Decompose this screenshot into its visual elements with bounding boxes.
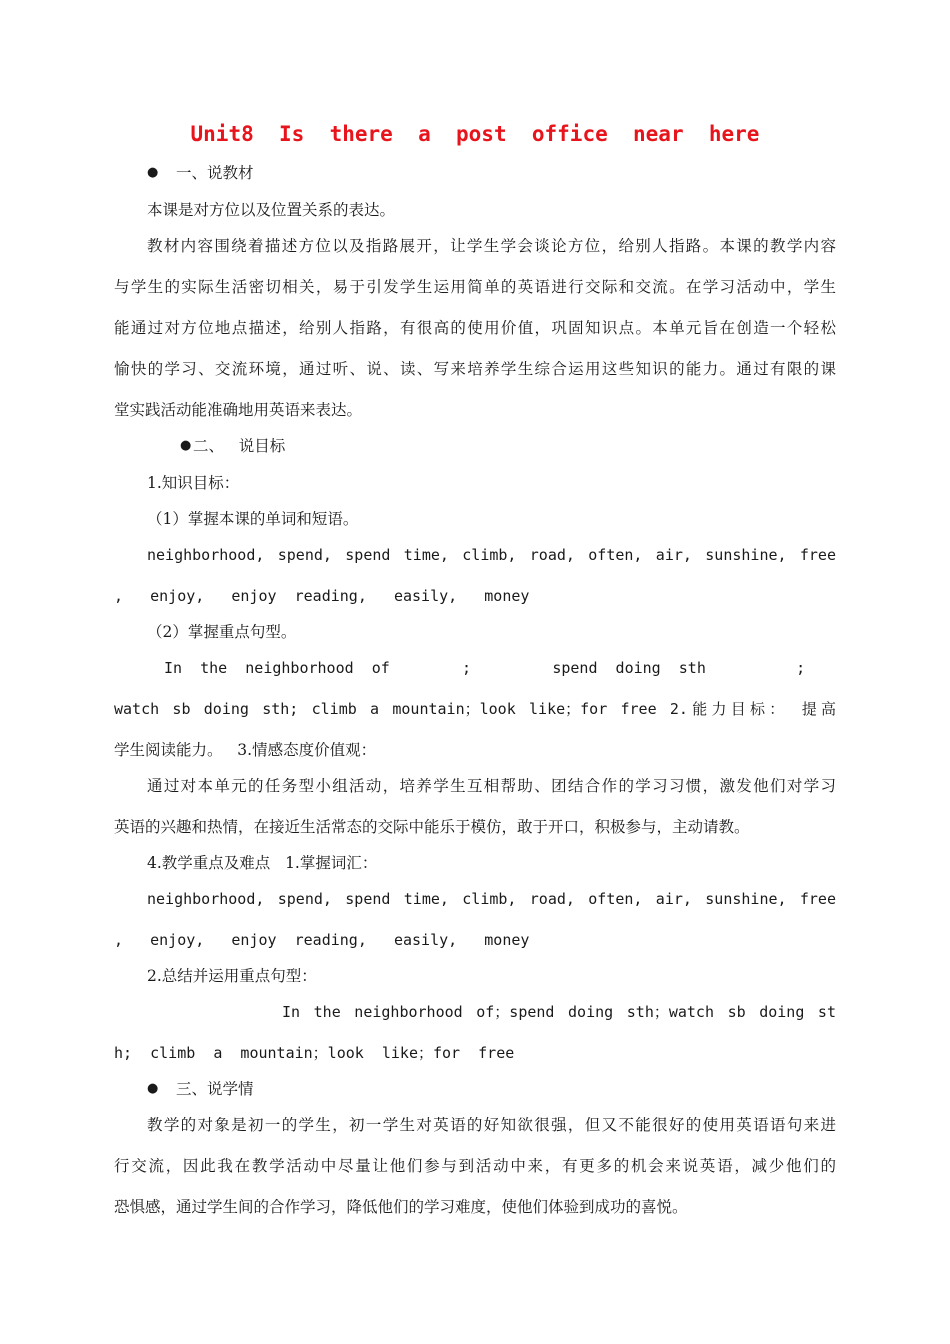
word-list-line: , enjoy, enjoy reading, easily, money: [114, 587, 530, 605]
bullet-icon: ●: [180, 438, 192, 453]
emotion-paragraph-line: 英语的兴趣和热情，在接近生活常态的交际中能乐于模仿，敢于开口，积极参与，主动请教。: [114, 818, 750, 836]
emotion-paragraph-line: 通过对本单元的任务型小组活动，培养学生互相帮助、团结合作的学习习惯，激发他们对学习: [147, 777, 836, 795]
vocab-line: , enjoy, enjoy reading, easily, money: [114, 931, 530, 949]
summary-pattern-line: In the neighborhood of；spend doing sth；watch sb doing st: [282, 1003, 836, 1021]
section1-paragraph-line: 与学生的实际生活密切相关，易于引发学生运用简单的英语进行交际和交流。在学习活动中，学生: [114, 278, 836, 296]
goal-item-1: （1）掌握本课的单词和短语。: [147, 510, 359, 528]
document-title: Unit8 Is there a post office near here: [190, 122, 760, 146]
summary-label: 2.总结并运用重点句型：: [147, 967, 317, 985]
section1-paragraph-line: 教材内容围绕着描述方位以及指路展开，让学生学会谈论方位，给别人指路。本课的教学内容: [147, 237, 836, 255]
vocab-line: neighborhood, spend, spend time, climb, road, often, air, sunshine, free: [147, 890, 836, 908]
section2-heading: 二、 说目标: [193, 437, 286, 455]
section1-paragraph-line: 能通过对方位地点描述，给别人指路，有很高的使用价值，巩固知识点。本单元旨在创造一个轻松: [114, 319, 836, 337]
knowledge-goal-label: 1.知识目标：: [147, 474, 240, 492]
section1-paragraph-line: 愉快的学习、交流环境，通过听、说、读、写来培养学生综合运用这些知识的能力。通过有限的课: [114, 360, 836, 378]
section3-paragraph-line: 恐惧感，通过学生间的合作学习，降低他们的学习难度，使他们体验到成功的喜悦。: [114, 1198, 688, 1216]
pattern-line: In the neighborhood of ; spend doing sth ;: [164, 659, 806, 677]
pattern-line: watch sb doing sth; climb a mountain；look like；for free 2.能力目标： 提高: [114, 700, 836, 718]
word-list-line: neighborhood, spend, spend time, climb, road, often, air, sunshine, free: [147, 546, 836, 564]
pattern-line: 学生阅读能力。 3.情感态度价值观：: [114, 741, 377, 759]
summary-pattern-line: h; climb a mountain；look like；for free: [114, 1044, 515, 1062]
section3-paragraph-line: 教学的对象是初一的学生，初一学生对英语的好知欲很强，但又不能很好的使用英语语句来进: [147, 1116, 836, 1134]
goal-item-2: （2）掌握重点句型。: [147, 623, 297, 641]
bullet-icon: ●: [147, 165, 159, 180]
bullet-icon: ●: [147, 1081, 159, 1096]
section3-paragraph-line: 行交流，因此我在教学活动中尽量让他们参与到活动中来，有更多的机会来说英语，减少他们的: [114, 1157, 836, 1175]
section1-paragraph-1: 本课是对方位以及位置关系的表达。: [147, 201, 396, 219]
section1-paragraph-line: 堂实践活动能准确地用英语来表达。: [114, 401, 363, 419]
key-points-label: 4.教学重点及难点 1.掌握词汇：: [147, 854, 378, 872]
section1-heading: 一、说教材: [176, 164, 254, 182]
section3-heading: 三、说学情: [176, 1080, 254, 1098]
